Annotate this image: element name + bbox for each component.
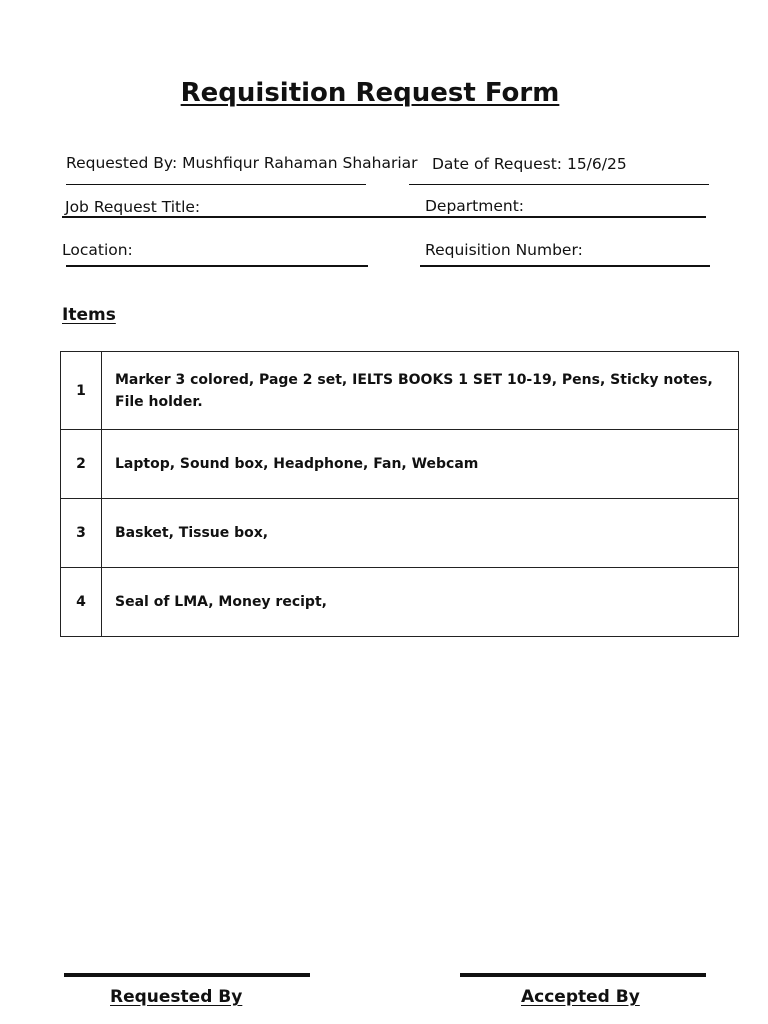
- requested-by-line: [66, 184, 366, 185]
- items-table: [60, 351, 739, 637]
- item-description: Marker 3 colored, Page 2 set, IELTS BOOKS 1 SET 10-19, Pens, Sticky notes, File holder.: [102, 352, 739, 430]
- requested-by-signature-label: Requested By: [110, 987, 243, 1007]
- job-department-line: [62, 216, 706, 218]
- requisition-number-line: [420, 265, 710, 267]
- location-line: [66, 265, 368, 267]
- item-number: 1: [61, 352, 102, 430]
- accepted-by-signature-label: Accepted By: [521, 987, 640, 1007]
- requisition-number-field: Requisition Number:: [425, 241, 583, 259]
- location-field: Location:: [62, 241, 133, 259]
- table-row: [61, 430, 739, 499]
- job-request-title-field: Job Request Title:: [65, 198, 201, 216]
- item-description: Basket, Tissue box,: [102, 499, 739, 568]
- accepted-by-signature-line: [460, 973, 706, 977]
- page-title: Requisition Request Form: [180, 78, 560, 108]
- table-row: [61, 499, 739, 568]
- item-number: 2: [61, 430, 102, 499]
- date-of-request-field: Date of Request: 15/6/25: [432, 155, 627, 173]
- item-description: Seal of LMA, Money recipt,: [102, 568, 739, 637]
- requested-by-field: Requested By: Mushfiqur Rahaman Shahariar: [66, 154, 418, 172]
- table-row: [61, 352, 739, 430]
- department-field: Department:: [425, 197, 525, 215]
- requested-by-signature-line: [64, 973, 310, 977]
- items-heading: Items: [62, 305, 116, 325]
- item-number: 3: [61, 499, 102, 568]
- item-number: 4: [61, 568, 102, 637]
- item-description: Laptop, Sound box, Headphone, Fan, Webcam: [102, 430, 739, 499]
- date-of-request-line: [409, 184, 709, 185]
- table-row: [61, 568, 739, 637]
